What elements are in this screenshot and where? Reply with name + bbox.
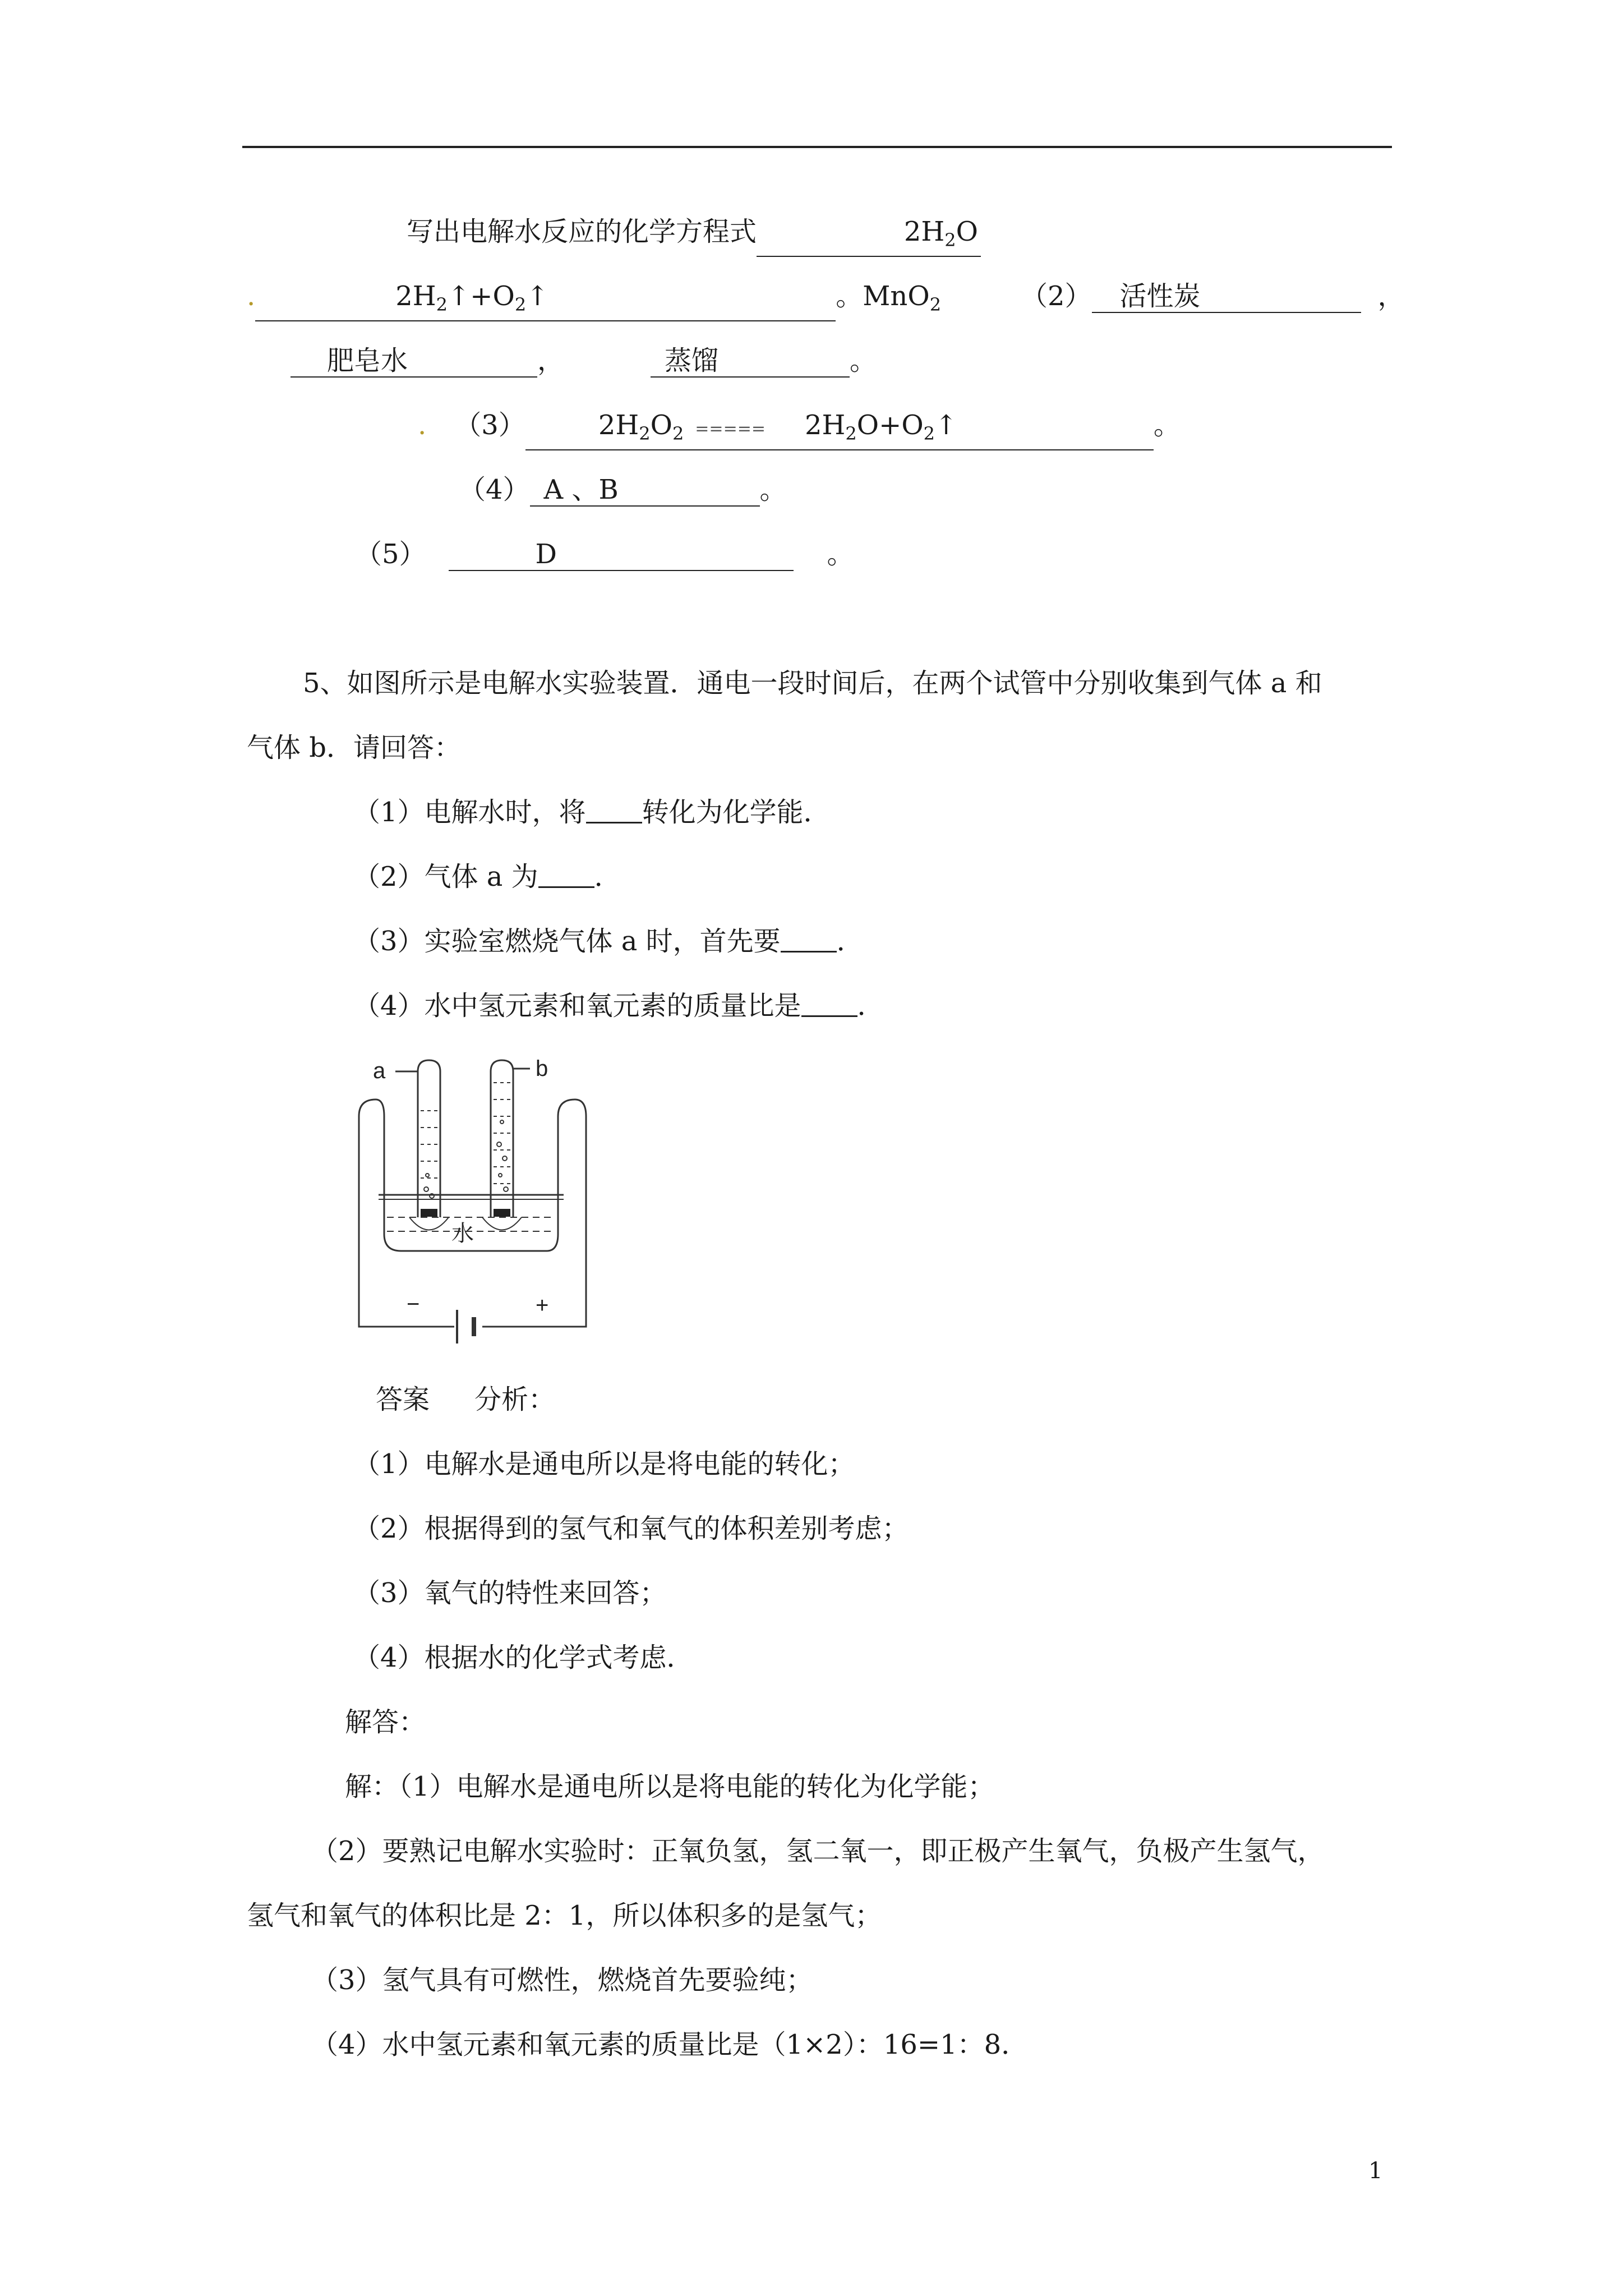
q2-answer-blank: 活性炭 bbox=[1092, 282, 1361, 313]
electrolysis-apparatus-diagram bbox=[342, 1049, 594, 1363]
electrode-b bbox=[494, 1209, 510, 1217]
q5-item-3: （3）实验室燃烧气体 a 时，首先要 ． bbox=[353, 926, 864, 957]
q5-item-4: （4）水中氢元素和氧元素的质量比是 ． bbox=[353, 990, 884, 1022]
analysis-line-3: （3）氧气的特性来回答； bbox=[353, 1577, 667, 1609]
analysis-line-2: （2）根据得到的氢气和氧气的体积差别考虑； bbox=[353, 1513, 909, 1544]
q5-stem-line1: 5、如图所示是电解水实验装置．通电一段时间后，在两个试管中分别收集到气体 a 和 bbox=[303, 668, 1322, 699]
solution-line-4: （3）氢气具有可燃性，燃烧首先要验纯； bbox=[311, 1964, 813, 1996]
test-tube-a bbox=[418, 1060, 440, 1217]
q5-item-2: （2）气体 a 为 ． bbox=[353, 861, 621, 892]
q3-equation-blank: $2H_2O_2$ ===== $2H_2O+O_2↑$ bbox=[525, 411, 1154, 450]
label-water: 水 bbox=[451, 1221, 474, 1246]
q4-q5-line: （5） D 。 bbox=[355, 539, 854, 570]
solution-line-2: （2）要熟记电解水实验时：正氧负氢，氢二氧一，即正极产生氧气，负极产生氢气， bbox=[311, 1835, 1325, 1867]
answer-heading: 答案 分析： bbox=[376, 1384, 556, 1415]
solution-heading: 解答： bbox=[345, 1706, 426, 1738]
q4-line2-q2: （2） 活性炭 ， bbox=[1021, 280, 1405, 312]
q4-line3: 肥皂水 ， bbox=[291, 344, 564, 378]
page-number: 1 bbox=[1368, 2158, 1383, 2184]
test-tube-b bbox=[491, 1060, 513, 1217]
solution-line-3: 氢气和氧气的体积比是 2：1，所以体积多的是氢气； bbox=[247, 1900, 882, 1931]
q4-line1-blank: $2H_2O$ bbox=[757, 217, 981, 257]
electrode-a bbox=[421, 1209, 437, 1217]
analysis-line-1: （1）电解水是通电所以是将电能的转化； bbox=[353, 1448, 855, 1480]
blank-line bbox=[781, 927, 837, 953]
q4-line3-b: 蒸馏 。 bbox=[651, 344, 877, 378]
q2-answer3-blank: 蒸馏 bbox=[651, 346, 850, 378]
q4-q4-line: （4） A 、B 。 bbox=[459, 474, 787, 505]
q5-answer-blank: D bbox=[449, 540, 794, 571]
q5-item-1: （1）电解水时，将 转化为化学能． bbox=[353, 797, 831, 828]
label-minus: − bbox=[407, 1292, 420, 1317]
q2-answer2-blank: 肥皂水 bbox=[291, 346, 537, 378]
q4-q3-line: . （3） $2H_2O_2$ ===== $2H_2O+O_2↑$ 。 bbox=[418, 408, 1181, 450]
label-plus: + bbox=[536, 1293, 549, 1318]
blank-line bbox=[801, 992, 857, 1017]
bullet-dot: . bbox=[247, 280, 256, 312]
solution-line-5: （4）水中氢元素和氧元素的质量比是（1×2）：16=1：8． bbox=[311, 2029, 1029, 2060]
q4-line1 bbox=[407, 215, 981, 257]
blank-line bbox=[586, 798, 642, 823]
q4-answer-blank: A 、B bbox=[530, 475, 760, 507]
q5-stem-line2: 气体 b．请回答： bbox=[247, 732, 461, 763]
label-a: a bbox=[373, 1059, 386, 1083]
bullet-dot-2: . bbox=[418, 409, 427, 441]
header-rule bbox=[242, 146, 1392, 148]
solution-line-1: 解：（1）电解水是通电所以是将电能的转化为化学能； bbox=[345, 1771, 995, 1802]
q4-line1-prefix: 写出电解水反应的化学方程式 bbox=[407, 216, 757, 247]
analysis-line-4: （4）根据水的化学式考虑． bbox=[353, 1642, 694, 1673]
q4-line2-blank: $2H_2↑+O_2↑$ bbox=[255, 282, 836, 321]
label-b: b bbox=[536, 1056, 548, 1081]
q4-line2: . $2H_2↑+O_2↑$ 。MnO$_2$ bbox=[247, 279, 941, 321]
blank-line bbox=[538, 863, 594, 888]
